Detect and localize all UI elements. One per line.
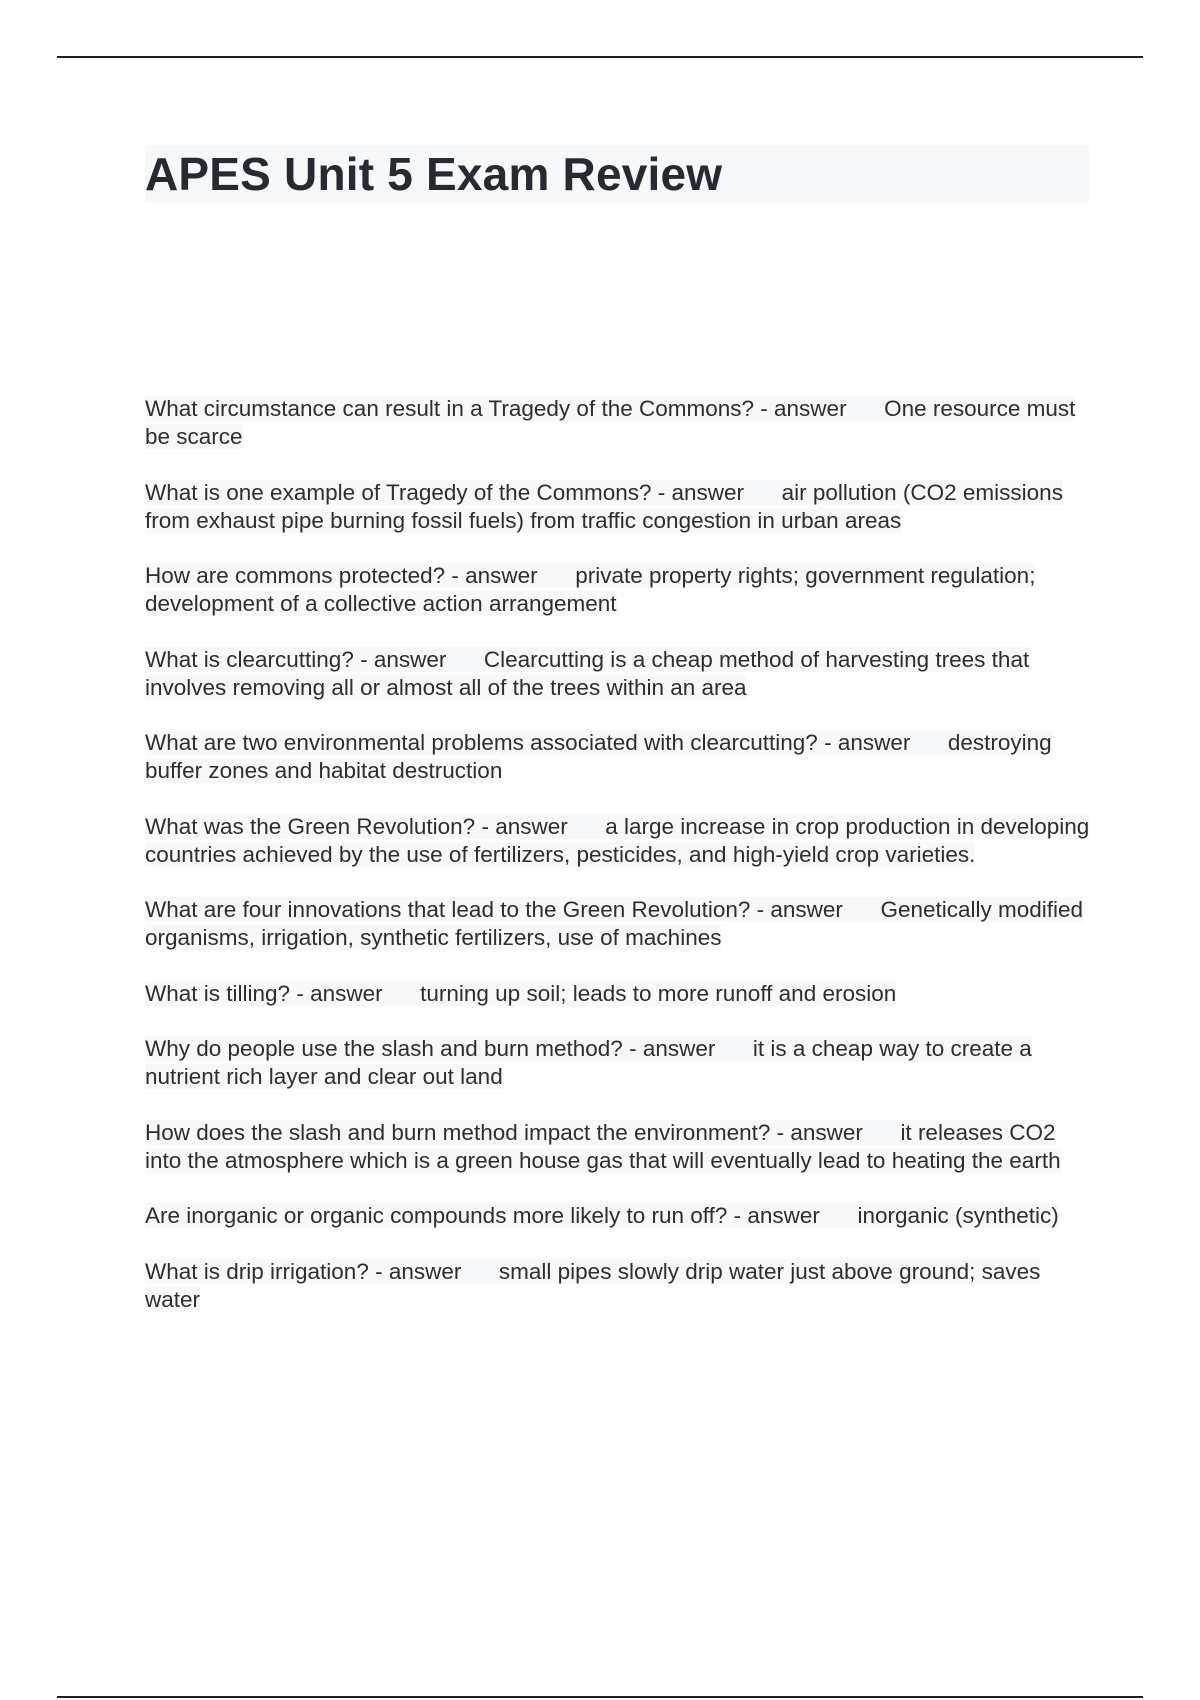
question-text: What was the Green Revolution? <box>145 813 476 839</box>
question-text: How are commons protected? <box>145 563 446 588</box>
answer-text: private property rights; government regulation; development of a collective action arrangement <box>145 563 1036 616</box>
answer-label: answer <box>790 1119 863 1145</box>
question-text: Are inorganic or organic compounds more likely to run off? <box>145 1203 728 1228</box>
answer-text: destroying buffer zones and habitat destruction <box>145 730 1052 783</box>
qa-item: Why do people use the slash and burn method? - answer it is a cheap way to create a nutrient rich layer and clear out land <box>145 1036 1032 1089</box>
bottom-rule <box>57 1696 1143 1698</box>
answer-label: answer <box>837 730 911 755</box>
qa-item: What are four innovations that lead to the Green Revolution? - answer Genetically modified organisms, irrigation, synthetic fertilizers, use of machines <box>145 897 1084 950</box>
qa-item: What is clearcutting? - answer Clearcutting is a cheap method of harvesting trees that involves removing all or almost all of the trees within an area <box>145 646 1030 700</box>
answer-text: turning up soil; leads to more runoff and erosion <box>420 980 897 1006</box>
answer-label: answer <box>770 897 843 922</box>
answer-label: answer <box>495 813 568 839</box>
qa-item: What are two environmental problems associated with clearcutting? - answer destroying buffer zones and habitat destruction <box>145 730 1052 783</box>
answer-label: answer <box>774 396 847 421</box>
answer-text: small pipes slowly drip water just above ground; saves water <box>145 1258 1041 1312</box>
answer-label: answer <box>642 1036 716 1061</box>
question-text: What is tilling? <box>145 980 291 1006</box>
qa-item: How does the slash and burn method impact the environment? - answer it releases CO2 into the atmosphere which is a green house gas that will eventually lead to heating the earth <box>145 1119 1061 1173</box>
qa-item: What is tilling? - answer turning up soil; leads to more runoff and erosion <box>145 980 897 1006</box>
answer-text: Genetically modified organisms, irrigation, synthetic fertilizers, use of machines <box>145 897 1084 950</box>
page-title: APES Unit 5 Exam Review <box>145 148 723 200</box>
question-text: What are four innovations that lead to the Green Revolution? <box>145 897 751 922</box>
answer-text: a large increase in crop production in developing countries achieved by the use of fertilizers, pesticides, and high-yield crop varieties. <box>145 813 1090 867</box>
answer-text: Clearcutting is a cheap method of harvesting trees that involves removing all or almost all of the trees within an area <box>145 646 1030 700</box>
question-text: What are two environmental problems associated with clearcutting? <box>145 730 818 755</box>
qa-item: What circumstance can result in a Tragedy of the Commons? - answer One resource must be scarce <box>145 396 1076 449</box>
question-text: Why do people use the slash and burn method? <box>145 1036 623 1061</box>
answer-label: answer <box>310 980 383 1006</box>
qa-item: What was the Green Revolution? - answer a large increase in crop production in developing countries achieved by the use of fertilizers, pesticides, and high-yield crop varieties. <box>145 813 1090 867</box>
qa-item: What is one example of Tragedy of the Commons? - answer air pollution (CO2 emissions from exhaust pipe burning fossil fuels) from traffic congestion in urban areas <box>145 479 1063 533</box>
answer-text: it is a cheap way to create a nutrient rich layer and clear out land <box>145 1036 1032 1089</box>
top-rule <box>57 56 1143 58</box>
question-text: How does the slash and burn method impact the environment? <box>145 1119 771 1145</box>
question-text: What circumstance can result in a Tragedy of the Commons? <box>145 396 755 421</box>
answer-label: answer <box>747 1203 820 1228</box>
qa-item: How are commons protected? - answer private property rights; government regulation; development of a collective action arrangement <box>145 563 1036 616</box>
answer-text: One resource must be scarce <box>145 396 1076 449</box>
answer-text: it releases CO2 into the atmosphere which is a green house gas that will eventually lead to heating the earth <box>145 1119 1061 1173</box>
question-text: What is clearcutting? <box>145 646 354 672</box>
qa-item: What is drip irrigation? - answer small pipes slowly drip water just above ground; saves water <box>145 1258 1041 1312</box>
qa-list <box>145 395 1095 1341</box>
answer-label: answer <box>388 1258 462 1284</box>
qa-item: Are inorganic or organic compounds more likely to run off? - answer inorganic (synthetic) <box>145 1203 1059 1228</box>
question-text: What is one example of Tragedy of the Commons? <box>145 479 652 505</box>
answer-text: air pollution (CO2 emissions from exhaust pipe burning fossil fuels) from traffic congestion in urban areas <box>145 479 1063 533</box>
question-text: What is drip irrigation? <box>145 1258 369 1284</box>
answer-label: answer <box>465 563 538 588</box>
answer-label: answer <box>671 479 745 505</box>
answer-text: inorganic (synthetic) <box>857 1203 1059 1228</box>
answer-label: answer <box>373 646 447 672</box>
